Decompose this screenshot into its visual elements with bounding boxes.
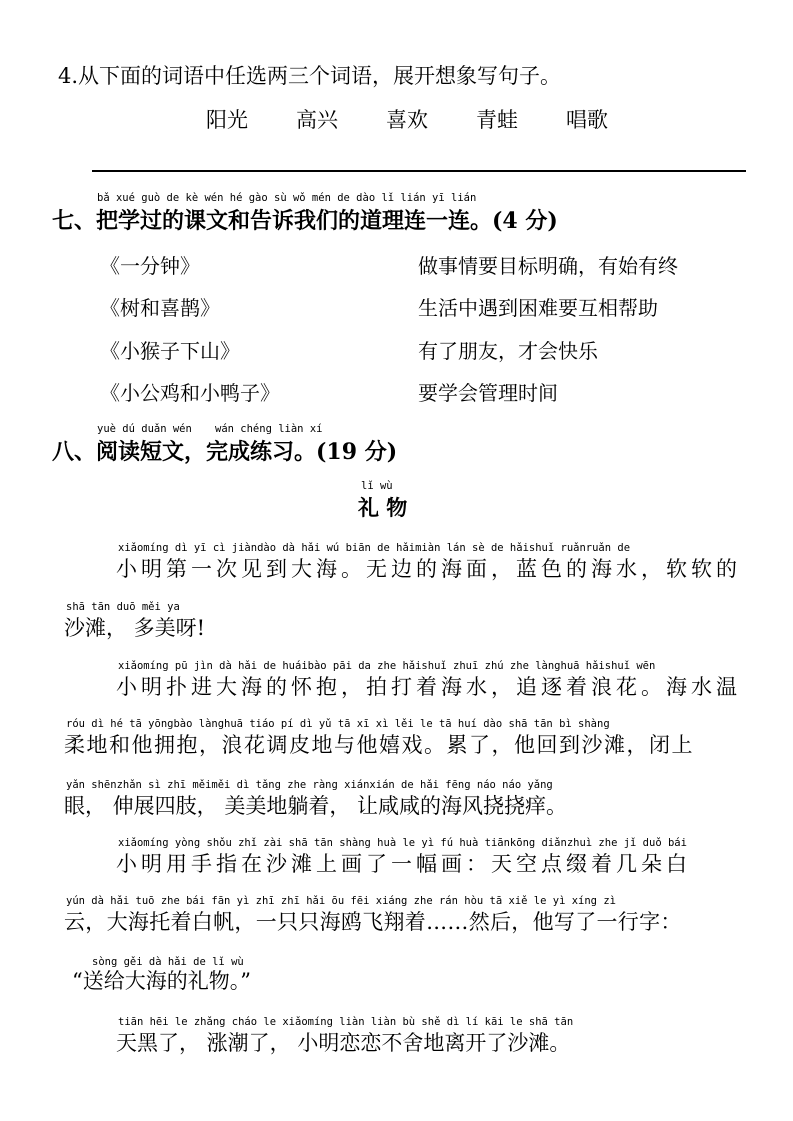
story-title: 礼 物 [358,495,408,520]
q4-word: 唱歌 [566,108,608,132]
story-line-pinyin: xiǎomíng dì yī cì jiàndào dà hǎi wú biān de hǎimiàn lán sè de hǎishuǐ ruǎnruǎn de [118,542,631,554]
story-title-pinyin: lǐ wù [361,480,393,492]
story-line: 小明用手指在沙滩上画了一幅画：天空点缀着几朵白 [116,852,691,876]
match-right-item[interactable]: 有了朋友，才会快乐 [418,339,598,363]
q4-word: 阳光 [206,108,248,132]
story-line-pinyin: xiǎomíng yòng shǒu zhǐ zài shā tān shàng huà le yì fú huà tiānkōng diǎnzhuì zhe jǐ duǒ bái [118,837,687,849]
story-line: 天黑了， 涨潮了， 小明恋恋不舍地离开了沙滩。 [116,1031,571,1055]
q4-prompt: 4.从下面的词语中任选两三个词语，展开想象写句子。 [58,64,562,88]
q4-word: 青蛙 [476,108,518,132]
sec7-title: 七、把学过的课文和告诉我们的道理连一连。 [52,208,493,234]
match-right-item[interactable]: 要学会管理时间 [418,381,558,405]
q4-word: 高兴 [296,108,338,132]
sec8-title: 八、阅读短文，完成练习。 [52,439,317,465]
match-left-item[interactable]: 《树和喜鹊》 [100,296,220,320]
story-line-pinyin: róu dì hé tā yōngbào lànghuā tiáo pí dì yǔ tā xī xì lěi le tā huí dào shā tān bì shàng [66,718,610,730]
story-line-pinyin: yǎn shēnzhǎn sì zhī měiměi dì tǎng zhe ràng xiánxián de hǎi fēng náo náo yǎng [66,779,553,791]
story-line: 小明第一次见到大海。无边的海面，蓝色的海水，软软的 [116,557,741,581]
story-line-pinyin: tiān hēi le zhǎng cháo le xiǎomíng liàn liàn bù shě dì lí kāi le shā tān [118,1016,574,1028]
match-left-item[interactable]: 《小公鸡和小鸭子》 [100,381,280,405]
story-line-pinyin: shā tān duō měi ya [66,601,180,613]
story-line: 柔地和他拥抱，浪花调皮地与他嬉戏。累了，他回到沙滩，闭上 [64,733,694,757]
story-line-pinyin: xiǎomíng pū jìn dà hǎi de huáibào pāi da zhe hǎishuǐ zhuī zhú zhe lànghuā hǎishuǐ wēn [118,660,656,672]
sec8-score: (19 分) [316,439,398,465]
sec8-pinyin-b: wán chéng liàn xí [215,423,323,435]
answer-line[interactable] [92,170,746,172]
match-left-item[interactable]: 《一分钟》 [100,254,200,278]
match-left-item[interactable]: 《小猴子下山》 [100,339,240,363]
match-right-item[interactable]: 做事情要目标明确，有始有终 [418,254,678,278]
story-line: 眼， 伸展四肢， 美美地躺着， 让咸咸的海风挠挠痒。 [64,794,568,818]
story-line: 云，大海托着白帆，一只只海鸥飞翔着……然后，他写了一行字： [64,910,682,934]
q4-word: 喜欢 [386,108,428,132]
story-line: 小明扑进大海的怀抱，拍打着海水，追逐着浪花。海水温 [116,675,741,699]
sec7-pinyin: bǎ xué guò de kè wén hé gào sù wǒ mén de dào lǐ lián yī lián [97,192,477,204]
match-right-item[interactable]: 生活中遇到困难要互相帮助 [418,296,658,320]
story-line: “送给大海的礼物。” [72,969,251,993]
story-line-pinyin: yún dà hǎi tuō zhe bái fān yì zhī zhī hǎi ōu fēi xiáng zhe rán hòu tā xiě le yì xíng zì [66,895,616,907]
sec7-heading [52,204,558,235]
story-line-pinyin: sòng gěi dà hǎi de lǐ wù [92,956,244,968]
story-line: 沙滩， 多美呀! [64,616,206,640]
sec8-heading [52,435,397,466]
sec8-pinyin-a: yuè dú duǎn wén [97,423,192,435]
sec7-score: (4 分) [492,208,558,234]
